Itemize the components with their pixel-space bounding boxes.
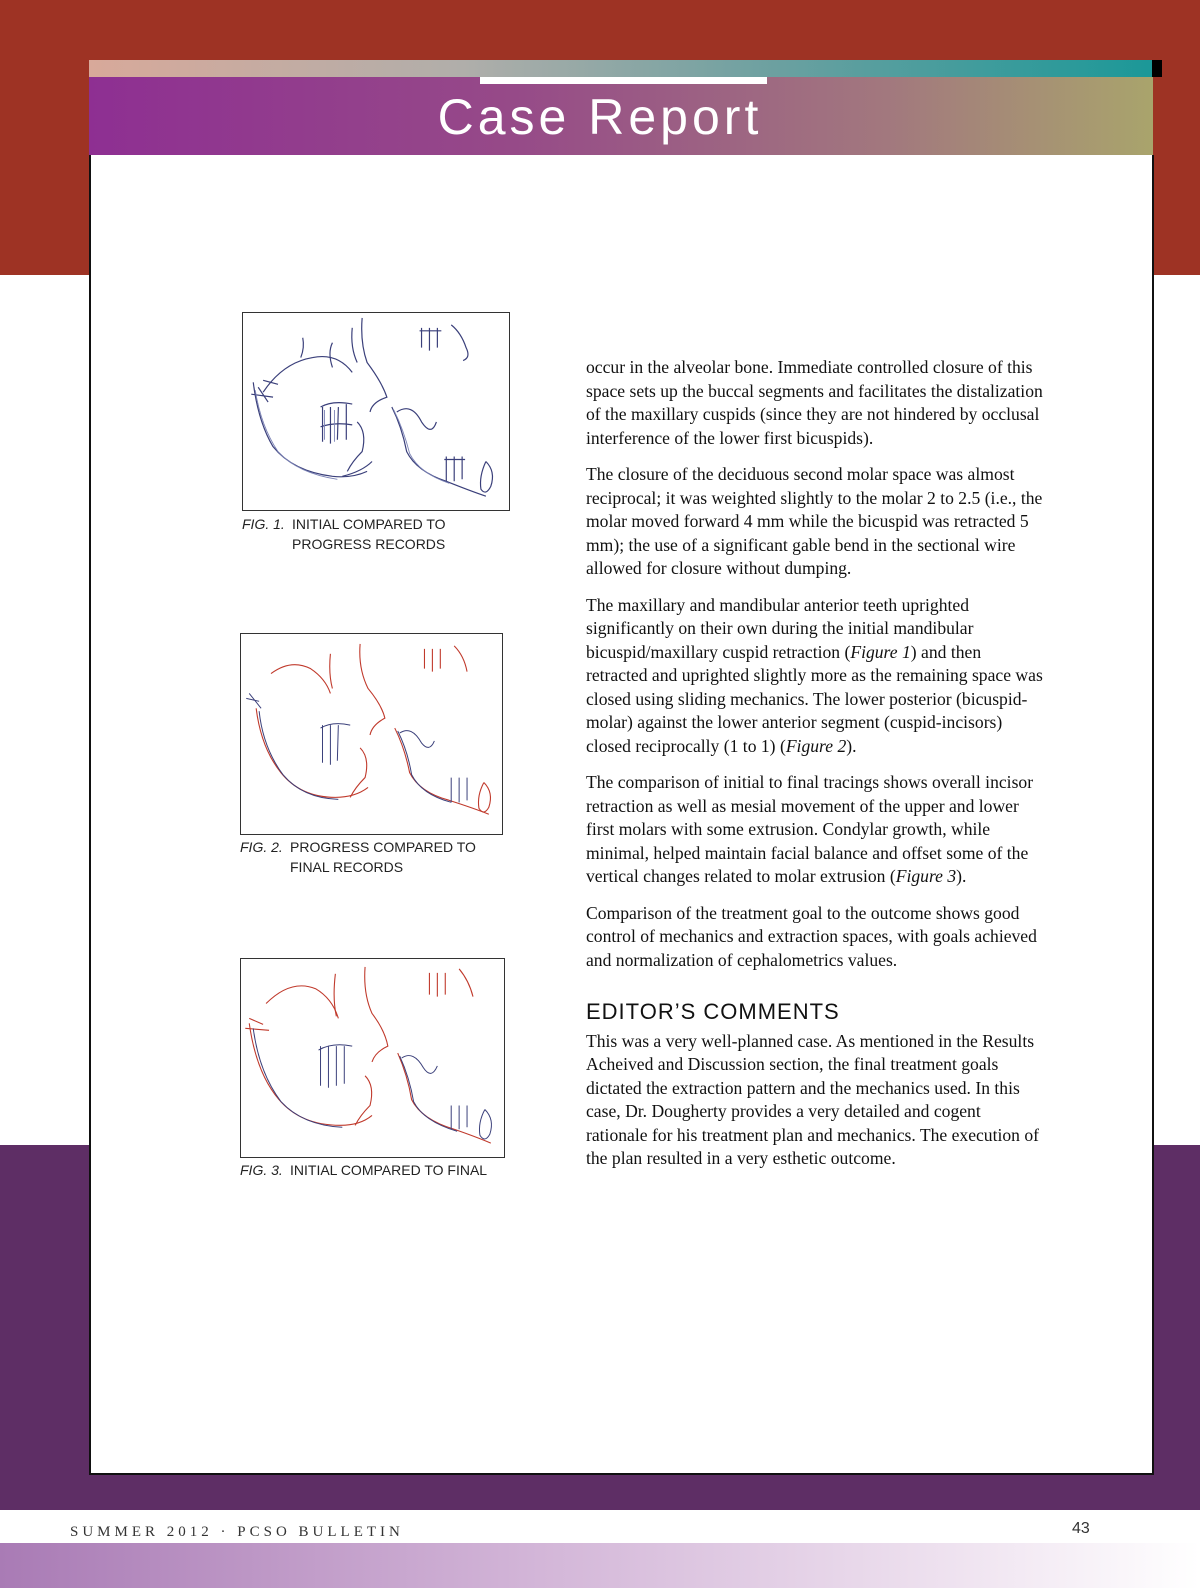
figure-2-number: FIG. 2.: [240, 839, 283, 855]
cephalometric-tracing-3: [241, 959, 504, 1157]
header-bar-cap: [1152, 60, 1162, 77]
figure-2-reference: Figure 2: [785, 735, 847, 756]
figure-1-caption: [242, 514, 446, 554]
figure-3-tracing: [240, 958, 505, 1158]
figure-2-caption: [240, 837, 476, 877]
footer-publication: SUMMER 2012 · PCSO BULLETIN: [70, 1524, 404, 1540]
editor-comments-text: This was a very well-planned case. As mentioned in the Results Acheived and Discussion section, the final treatment goals dictated the extraction pattern and the mechanics used. In this case, Dr. Dougherty provides a very detailed and cogent rationale for his treatment plan and mechanics. The execution of the plan resulted in a very esthetic outcome.: [586, 1030, 1040, 1168]
body-paragraph-2: The closure of the deciduous second molar space was almost reciprocal; it was weighted slightly to the molar 2 to 2.5 (i.e., the molar moved forward 4 mm while the bicuspid was retracted 5 mm); the use of a significant gable bend in the sectional wire allowed for closure without dumping.: [586, 464, 1043, 578]
figure-3-caption-line1: INITIAL COMPARED TO FINAL: [290, 1162, 488, 1178]
figure-2-caption-line1: PROGRESS COMPARED TO: [290, 839, 476, 855]
figure-3-caption: [240, 1160, 487, 1180]
body-text-column: [586, 356, 1046, 1184]
figure-1-reference: Figure 1: [850, 641, 911, 662]
page-number: 43: [1072, 1520, 1090, 1537]
title-notch: [480, 77, 767, 84]
figure-1-caption-line2: PROGRESS RECORDS: [292, 536, 446, 552]
figure-1-caption-line1: INITIAL COMPARED TO: [292, 516, 446, 532]
figure-2-tracing: [240, 633, 503, 835]
header-gradient-bar: [89, 60, 1157, 77]
figure-1-tracing: [242, 312, 510, 511]
cephalometric-tracing-2: [241, 634, 502, 834]
body-paragraph-3: The maxillary and mandibular anterior teeth uprighted significantly on their own during the initial mandibular bicuspid/maxillary cuspid retraction (Figure 1) and then retracted and uprighted slightly more as the remaining space was closed using sliding mechanics. The lower posterior (bicuspid-molar) against the lower anterior segment (cuspid-incisors) closed reciprocally (1 to 1) (Figure 2).: [586, 594, 1043, 756]
figure-2-caption-line2: FINAL RECORDS: [290, 859, 404, 875]
body-paragraph-5: Comparison of the treatment goal to the outcome shows good control of mechanics and extraction spaces, with goals achieved and normalization of cephalometrics values.: [586, 902, 1037, 970]
cephalometric-tracing-1: [243, 313, 509, 510]
figure-1-number: FIG. 1.: [242, 516, 285, 532]
page-title: Case Report: [437, 89, 763, 145]
figure-3-number: FIG. 3.: [240, 1162, 283, 1178]
figure-3-reference: Figure 3: [895, 866, 957, 886]
footer-gradient-strip: [0, 1543, 1200, 1588]
editor-comments-heading: EDITOR’S COMMENTS: [586, 999, 840, 1024]
body-paragraph-1: occur in the alveolar bone. Immediate controlled closure of this space sets up the buccal segments and facilitates the distalization of the maxillary cuspids (since they are not hindered by occlusal interference of the lower first bicuspids).: [586, 357, 1043, 448]
body-paragraph-4: The comparison of initial to final tracings shows overall incisor retraction as well as mesial movement of the upper and lower first molars with some extrusion. Condylar growth, while minimal, helped maintain facial balance and offset some of the vertical changes related to molar extrusion (Figure 3).: [586, 772, 1034, 886]
